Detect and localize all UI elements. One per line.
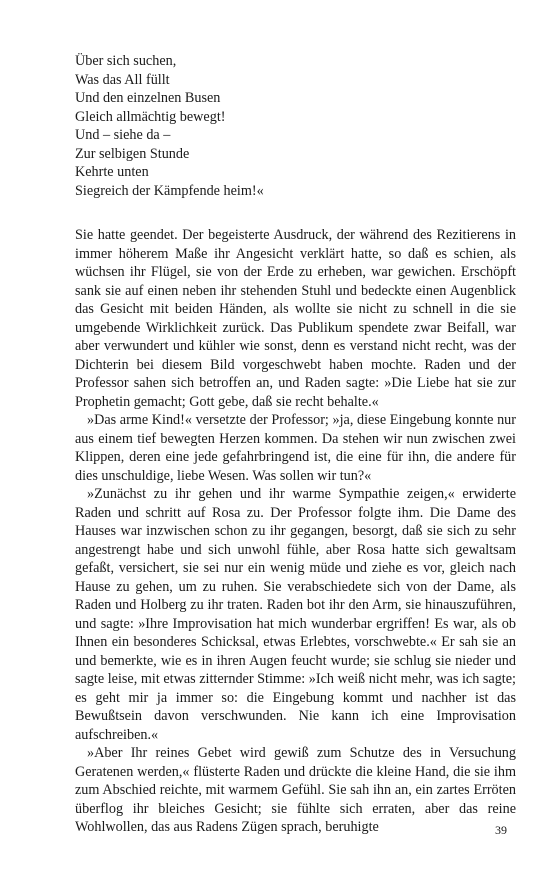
poem-line: Gleich allmächtig bewegt! xyxy=(75,108,226,125)
book-page-text xyxy=(75,52,516,837)
poem-line: Kehrte unten xyxy=(75,164,149,180)
poem-line: Über sich suchen, xyxy=(75,53,177,69)
poem-line: Und den einzelnen Busen xyxy=(75,90,221,106)
poem-line: Was das All füllt xyxy=(75,71,170,88)
prose-paragraph: Sie hatte geendet. Der begeisterte Ausdruck, der während des Rezitierens in immer höherem Maße ihr Angesicht verklärt hatte, so daß es schien, als wüchsen ihr Flügel, sie von der Erde zu erheben, war gewichen. Erschöpft sank sie auf einen neben ihr stehenden Stuhl und bedeckte einen Augenblick das Gesicht mit beiden Händen, als wollte sie nicht zu schnell in die sie umgebende Wirklichkeit zurück. Das Publikum spendete zwar Beifall, war aber verwundert und kühler wie sonst, denn es verstand nicht recht, was der Dichterin bei diesem Bild vorgeschwebt haben mochte. Raden und der Professor sahen sich betroffen an, und Raden sagte: »Die Liebe hat sie zur Prophetin gemacht; Gott gebe, daß sie recht behalte.« xyxy=(75,227,516,410)
prose-paragraph: »Aber Ihr reines Gebet wird gewiß zum Schutze des in Versuchung Geratenen werden,« flüsterte Raden und drückte die kleine Hand, die sie ihm zum Abschied reichte, mit warmem Gefühl. Sie sah ihn an, ein zartes Erröten überflog ihr bleiches Gesicht; sie fühlte sich erraten, aber das reine Wohlwollen, das aus Radens Zügen sprach, beruhigte xyxy=(75,745,516,835)
prose-paragraph: »Das arme Kind!« versetzte der Professor; »ja, diese Eingebung konnte nur aus einem tief bewegten Herzen kommen. Da stehen wir nun zwischen zwei Klippen, deren eine jede gefahrbringend ist, die eine für ihn, die andere für dies unschuldige, liebe Wesen. Was sollen wir tun?« xyxy=(75,412,516,484)
poem-line: Siegreich der Kämpfende heim!« xyxy=(75,182,264,199)
poem-stanza xyxy=(75,52,516,200)
poem-line: Zur selbigen Stunde xyxy=(75,145,190,162)
page-number: 39 xyxy=(495,823,507,837)
poem-line: Und – siehe da – xyxy=(75,127,171,143)
prose-paragraph: »Zunächst zu ihr gehen und ihr warme Sympathie zeigen,« erwiderte Raden und schritt auf Rosa zu. Der Professor folgte ihm. Die Dame des Hauses war inzwischen schon zu ihr gegangen, besorgt, daß sie sich zu sehr angestrengt habe und sich unwohl fühle, aber Rosa hatte sich gewaltsam gefaßt, versichert, sie sei nur ein wenig müde und ziehe es vor, gleich nach Hause zu gehen, um zu ruhen. Sie verabschiedete sich von der Dame, als Raden und Holberg zu ihr traten. Raden bot ihr den Arm, sie hinauszuführen, und sagte: »Ihre Improvisation hat mich wunderbar ergriffen! Es war, als ob Ihnen ein besonderes Schicksal, etwas Erlebtes, vorschwebte.« Er sah sie an und bemerkte, wie es in ihren Augen feucht wurde; sie schlug sie nieder und sagte leise, mit etwas zitternder Stimme: »Ich weiß nicht mehr, was ich sagte; es geht mir ja immer so: die Eingebung kommt und nachher ist das Bewußtsein davon verschwunden. Nie kann ich eine Improvisation aufschreiben.« xyxy=(75,486,516,743)
